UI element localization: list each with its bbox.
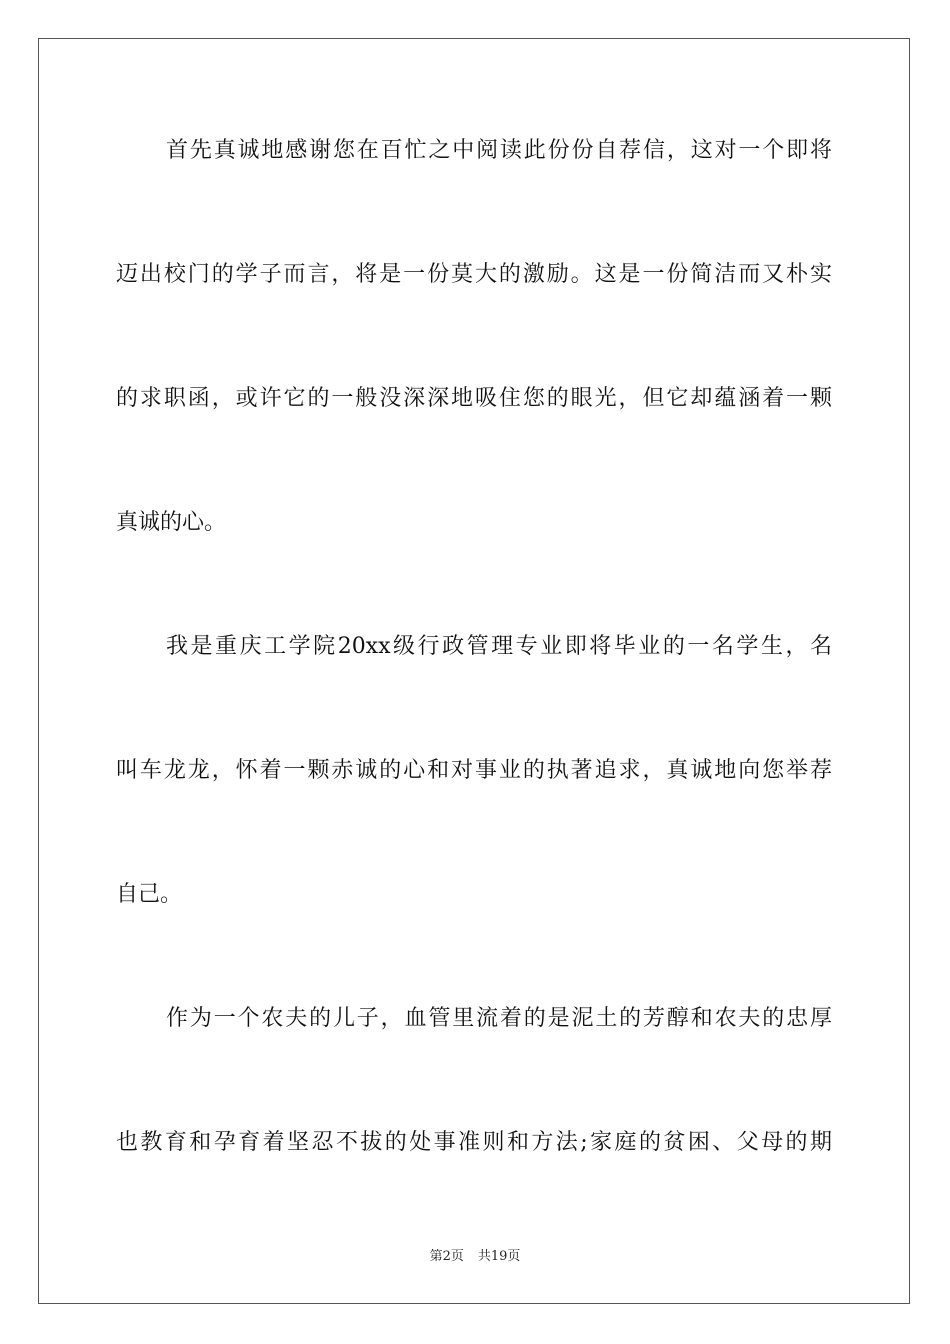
paragraph-1-line-2: 迈出校门的学子而言，将是一份莫大的激励。这是一份简洁而又朴实 — [116, 262, 832, 287]
paragraph-3-line-2: 也教育和孕育着坚忍不拔的处事准则和方法;家庭的贫困、父母的期 — [116, 1130, 832, 1155]
page-frame — [38, 38, 910, 1304]
paragraph-2-line-1: 我是重庆工学院20xx级行政管理专业即将毕业的一名学生，名 — [166, 634, 832, 659]
page-footer — [0, 1248, 950, 1266]
paragraph-2-line-3: 自己。 — [116, 882, 183, 907]
paragraph-2-line-2: 叫车龙龙，怀着一颗赤诚的心和对事业的执著追求，真诚地向您举荐 — [116, 758, 832, 783]
paragraph-1-line-1: 首先真诚地感谢您在百忙之中阅读此份份自荐信，这对一个即将 — [166, 138, 832, 163]
paragraph-3-line-1: 作为一个农夫的儿子，血管里流着的是泥土的芳醇和农夫的忠厚 — [166, 1006, 832, 1031]
paragraph-1-line-3: 的求职函，或许它的一般没深深地吸住您的眼光，但它却蕴涵着一颗 — [116, 386, 832, 411]
page-number-total: 共19页 — [477, 1249, 521, 1264]
page-number-current: 第2页 — [429, 1249, 464, 1264]
paragraph-1-line-4: 真诚的心。 — [116, 510, 227, 535]
